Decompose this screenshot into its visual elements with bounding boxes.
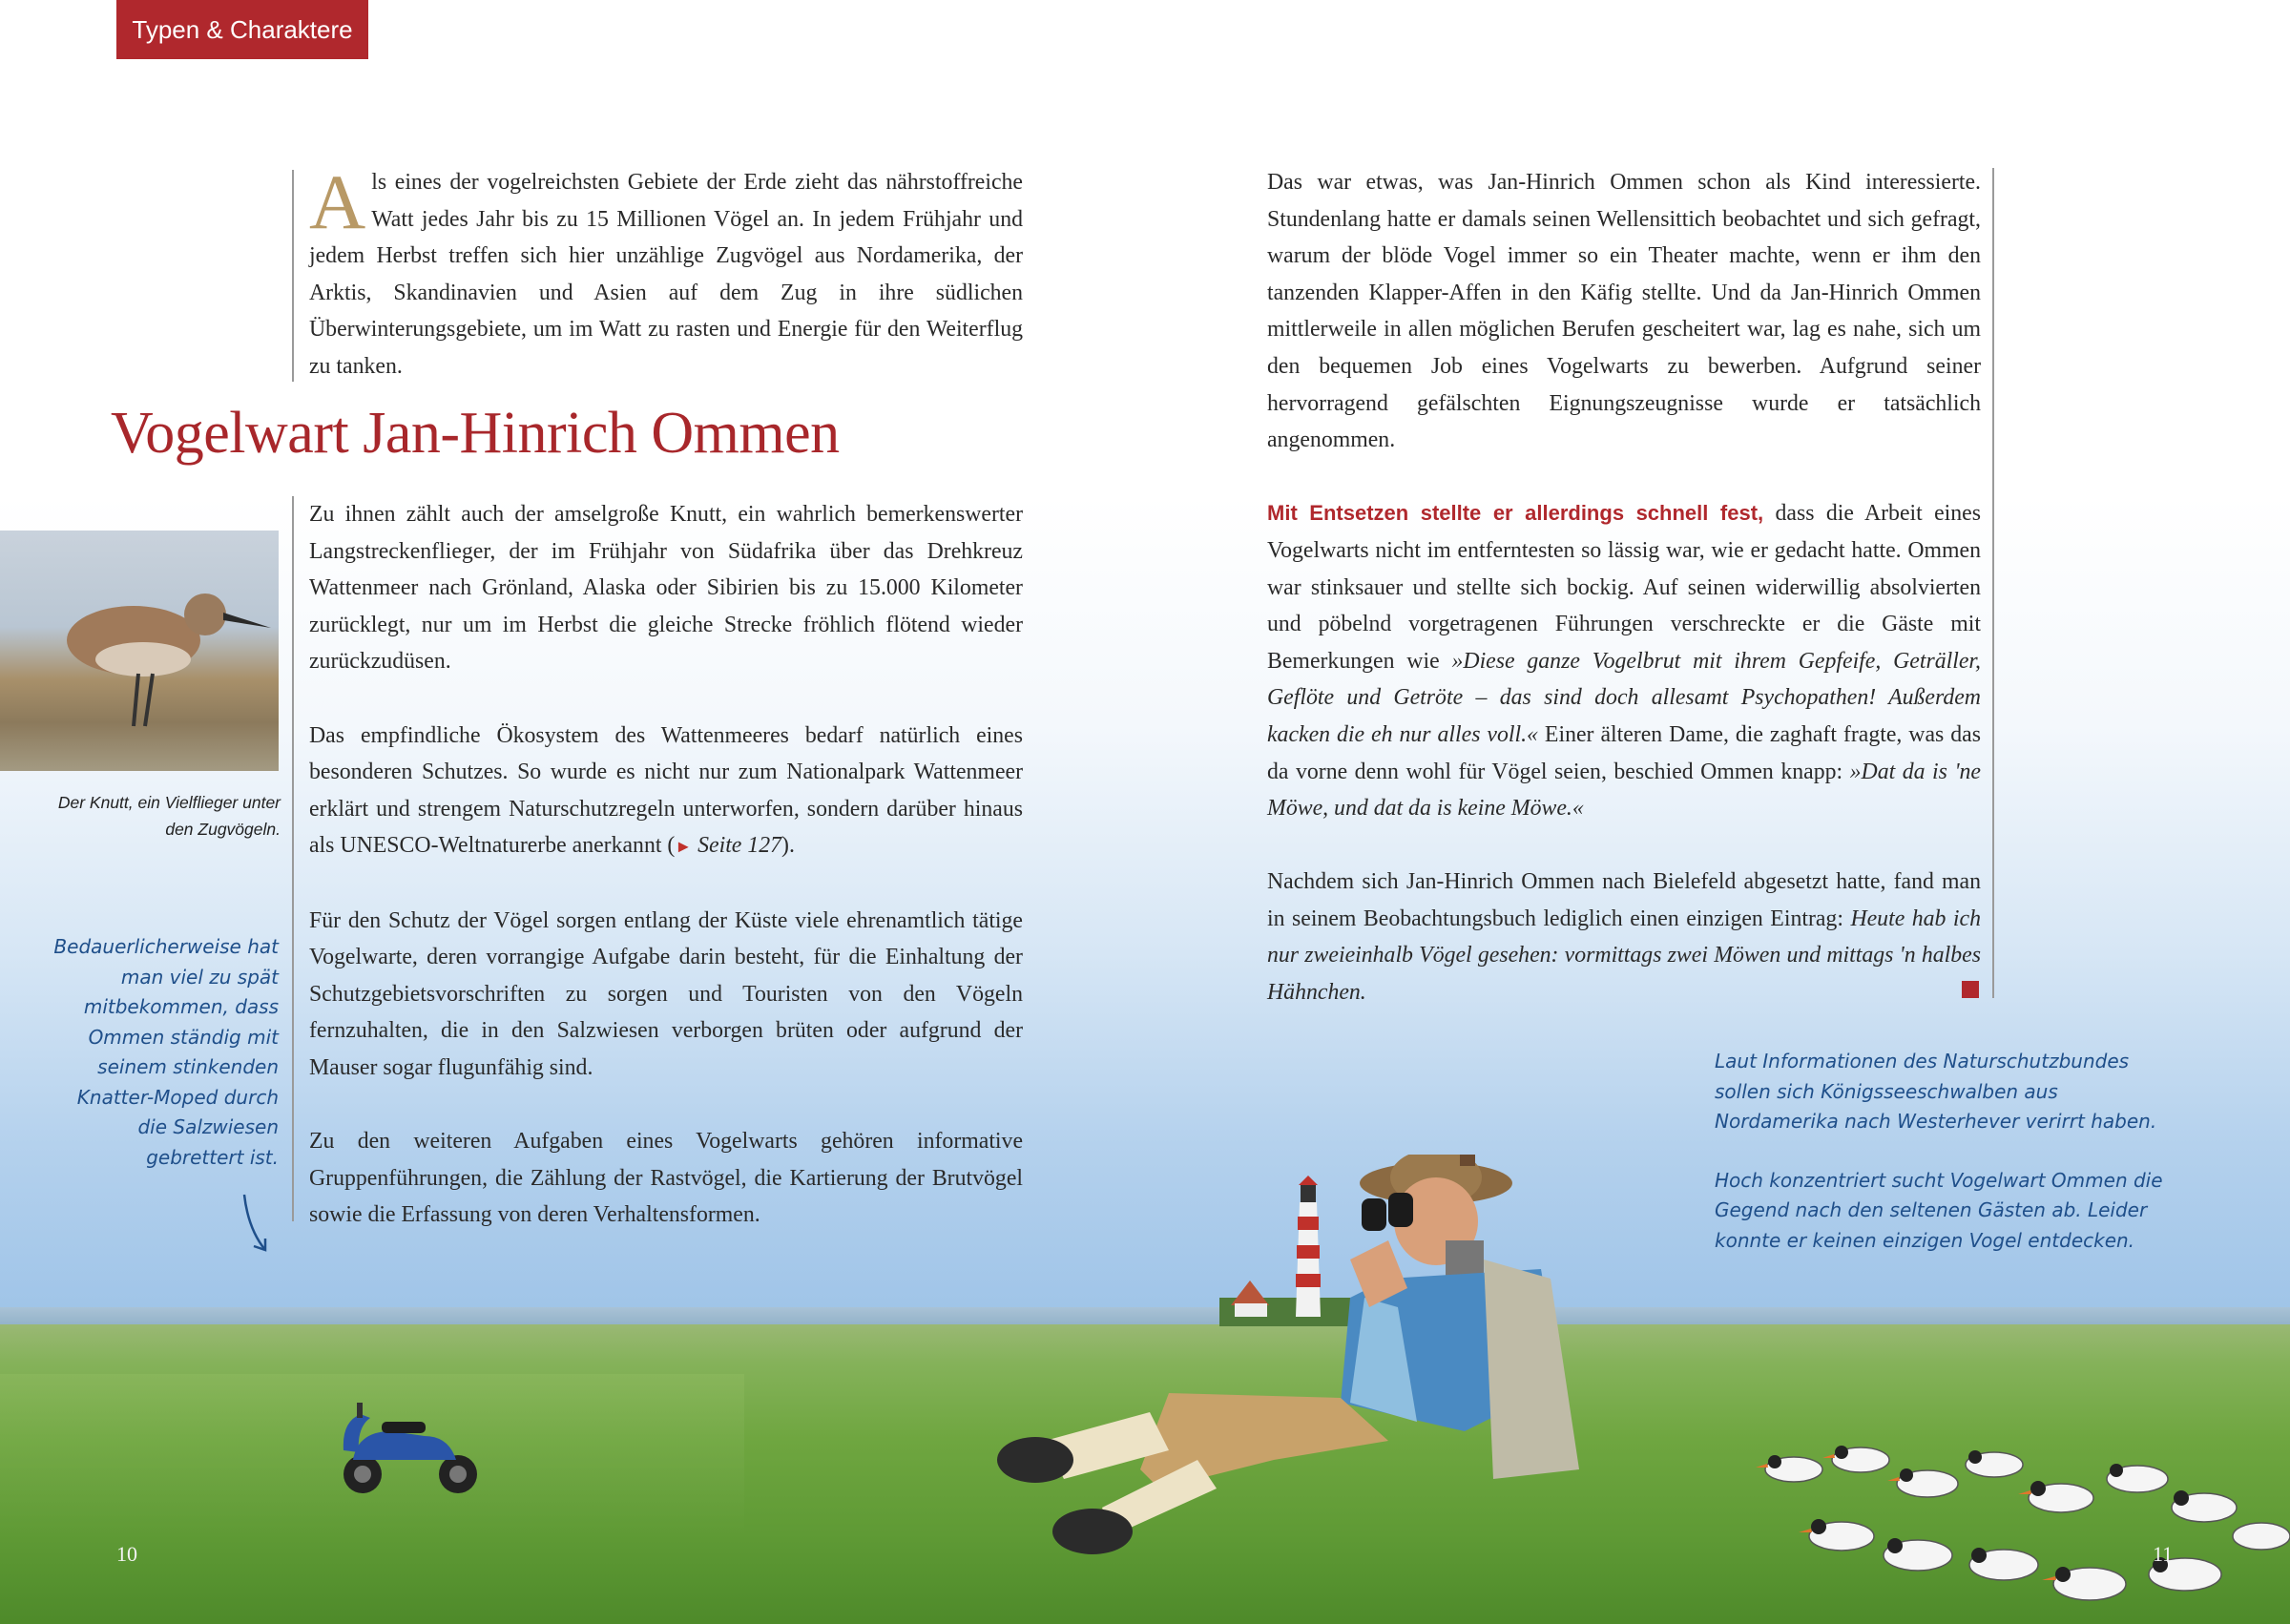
knutt-bird-icon	[0, 531, 279, 771]
knutt-caption: Der Knutt, ein Vielflieger unter den Zugvögeln.	[57, 793, 281, 839]
paragraph-vogelwarte: Für den Schutz der Vögel sorgen entlang der Küste viele ehrenamtlich tätige Vogelwarte, deren vorrangige Aufgabe darin besteht, für die Einhaltung der Schutzgebietsvorschriften zu sorgen und Touristen von den Vögeln fernzuhalten, die in den Salzwiesen verborgen brüten oder aufgrund der Mauser sogar flugunfähig sind.	[309, 907, 1023, 1080]
bielefeld-text: Nachdem sich Jan-Hinrich Ommen nach Bielefeld abgesetzt hatte, fand man in seinem Beobachtungsbuch lediglich einen einzigen Eintrag:	[1267, 869, 1981, 931]
left-column	[309, 496, 1023, 1234]
intro-paragraph	[309, 158, 1023, 385]
page-reference-link[interactable]: Seite 127	[697, 833, 782, 859]
paragraph-bielefeld	[1267, 864, 1981, 1010]
column-rule-left	[292, 496, 294, 1221]
quote-vogelbrut: »Diese ganze Vogelbrut mit ihrem Gepfeife, Geträller, Geflöte und Getröte – das sind doch allesamt Psychopathen! Außerdem kacken die eh nur alles voll.«	[1267, 648, 1981, 747]
terns-flock-illustration	[1756, 1393, 2290, 1624]
column-rule-right	[1992, 168, 1994, 998]
paragraph-childhood: Das war etwas, was Jan-Hinrich Ommen schon als Kind interessierte. Stundenlang hatte er damals seinen Wellensittich beobachtet und sich gefragt, warum der blöde Vogel immer so ein Theater machte, wenn er ihm den tanzenden Klapper-Affen in den Käfig stellte. Und da Jan-Hinrich Ommen mittlerweile in allen möglichen Berufen gescheitert war, lag es nahe, sich um den bequemen Job eines Vogelwarts zu bewerben. Aufgrund seiner hervorragend gefälschten Eignungszeugnisse wurde er tatsächlich angenommen.	[1267, 170, 1981, 453]
ecosystem-text-end: ).	[781, 833, 795, 859]
paragraph-ecosystem	[309, 718, 1023, 865]
column-rule-left-top	[292, 170, 294, 382]
paragraph-tasks: Zu den weiteren Aufgaben eines Vogelwarts gehören informative Gruppenführungen, die Zählung der Rastvögel, die Kartierung der Brutvögel sowie die Erfassung von deren Verhaltensformen.	[309, 1129, 1023, 1228]
page-number-left: 10	[116, 1542, 137, 1566]
side-note-moped: Bedauerlicherweise hat man viel zu spät mitbekommen, dass Ommen ständig mit seinem stinkenden Knatter-Moped durch die Salzwiesen gebrettert ist.	[53, 935, 279, 1169]
entsetzen-text: dass die Arbeit eines Vogelwarts nicht im entferntesten so lässig war, wie er gedacht hatte. Ommen war stinksauer und stellte sich bockig. Auf seinen widerwillig absolvierten und pöbelnd vorgetragenen Führungen verschreckte er die Gäste mit Bemerkungen wie	[1267, 501, 1981, 674]
paragraph-entsetzen	[1267, 495, 1981, 826]
note-ommen-search: Hoch konzentriert sucht Vogelwart Ommen die Gegend nach den seltenen Gästen ab. Leider konnte er keinen einzigen Vogel entdecken.	[1715, 1168, 2163, 1252]
highlight-text: Mit Entsetzen stellte er allerdings schnell fest,	[1267, 501, 1764, 526]
paragraph-knutt: Zu ihnen zählt auch der amselgroße Knutt, ein wahrlich bemerkenswerter Langstreckenflieger, der im Frühjahr von Südafrika über das Drehkreuz Wattenmeer nach Grönland, Alaska oder Sibirien bis zu 15.000 Kilometer zurücklegt, nur um im Herbst die gleiche Strecke fröhlich flötend wieder zurückzudüsen.	[309, 502, 1023, 675]
page-title: Vogelwart Jan-Hinrich Ommen	[111, 401, 840, 466]
birdwatcher-illustration	[988, 1155, 1722, 1593]
page-number-right: 11	[2153, 1542, 2174, 1566]
right-column	[1267, 164, 1981, 1011]
quote-moewe: »Dat da is 'ne Möwe, und dat da is keine Möwe.«	[1267, 759, 1981, 822]
section-tag: Typen & Charaktere	[116, 0, 368, 59]
intro-text: ls eines der vogelreichsten Gebiete der Erde zieht das nährstoffreiche Watt jedes Jahr bis zu 15 Millionen Vögel an. In jedem Frühjahr und jedem Herbst treffen sich hier unzählige Zugvögel aus Nordamerika, der Arktis, Skandinavien und Asien auf dem Zug in ihre südlichen Überwinterungsgebiete, um im Watt zu rasten und Energie für den Weiterflug zu tanken.	[309, 170, 1023, 379]
drop-cap: A	[309, 158, 366, 245]
knutt-photo	[0, 531, 279, 771]
end-marker-icon	[1962, 981, 1979, 998]
curved-arrow-icon	[237, 1191, 275, 1258]
arrow-right-icon: ►	[675, 837, 693, 857]
side-note-terns	[1715, 1047, 2163, 1284]
ecosystem-text: Das empfindliche Ökosystem des Wattenmeeres bedarf natürlich eines besonderen Schutzes. So wurde es nicht nur zum Nationalpark Wattenmeer erklärt und strengem Naturschutzregeln unterworfen, sondern darüber hinaus als UNESCO-Weltnaturerbe anerkannt (	[309, 722, 1023, 859]
quote-logbook: Heute hab ich nur zweieinhalb Vögel gesehen: vormittags zwei Möwen und mittags 'n halbes Hähnchen.	[1267, 906, 1981, 1006]
moped-illustration	[334, 1393, 487, 1498]
note-terns-info: Laut Informationen des Naturschutzbundes sollen sich Königsseeschwalben aus Nordamerika nach Westerhever verirrt haben.	[1715, 1050, 2157, 1133]
entsetzen-text-2: Einer älteren Dame, die zaghaft fragte, was das da vorne denn wohl für Vögel seien, beschied Ommen knapp:	[1267, 721, 1982, 784]
